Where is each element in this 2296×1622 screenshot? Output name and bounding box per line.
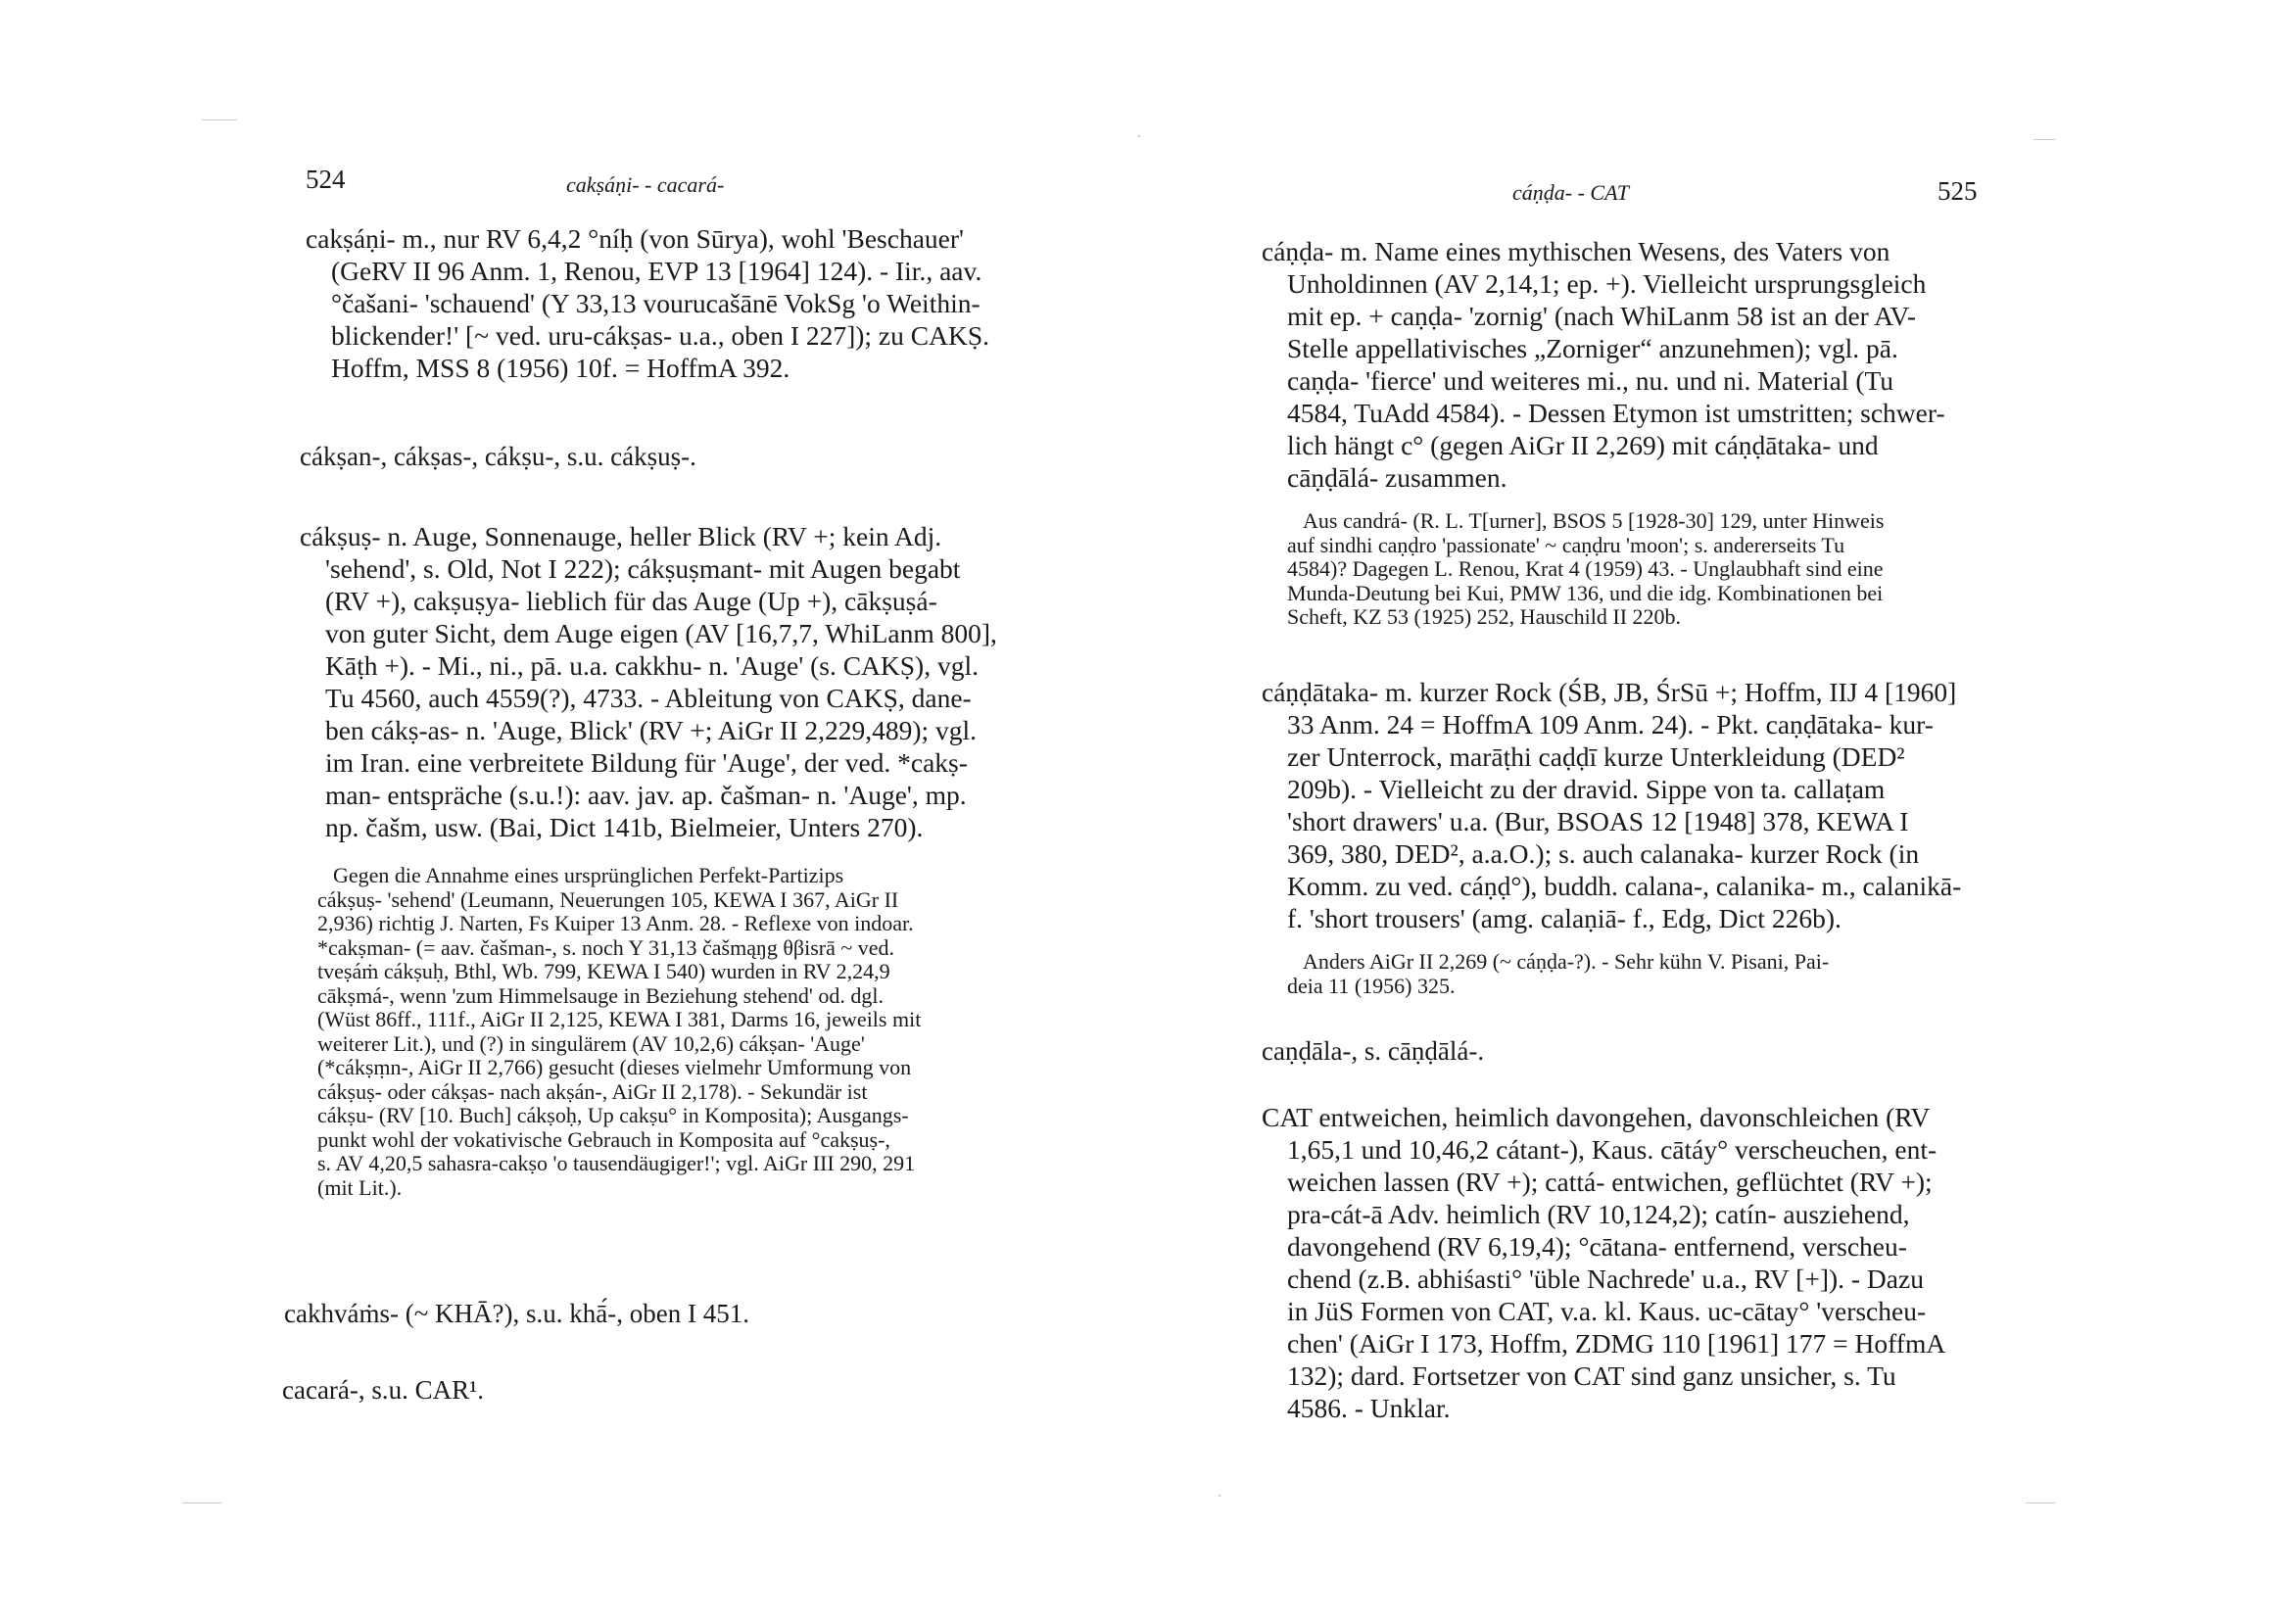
note-line: Gegen die Annahme eines ursprünglichen Perfekt-Partizips bbox=[333, 863, 844, 887]
entry-line: 132); dard. Fortsetzer von CAT sind ganz unsicher, s. Tu bbox=[1287, 1360, 1896, 1391]
note-line: deia 11 (1956) 325. bbox=[1287, 973, 1456, 998]
note-line: Anders AiGr II 2,269 (~ cáṇḍa-?). - Sehr kühn V. Pisani, Pai- bbox=[1303, 949, 1830, 974]
entry-line: pra-cát-ā Adv. heimlich (RV 10,124,2); catín- ausziehend, bbox=[1287, 1199, 1910, 1229]
note-canda bbox=[1287, 509, 1884, 630]
entry-line: Komm. zu ved. cáṇḍ°), buddh. calana-, calanika- m., calanikā- bbox=[1287, 871, 1962, 901]
entry-canda bbox=[1262, 235, 1945, 494]
running-head: cakṣáṇi- - cacará- bbox=[566, 172, 725, 197]
note-cakshus bbox=[317, 864, 921, 1200]
entry-cat bbox=[1262, 1101, 1945, 1424]
entry-line: cakṣáṇi- m., nur RV 6,4,2 °níḥ (von Sūrya), wohl 'Beschauer' bbox=[306, 223, 964, 254]
note-candataka bbox=[1287, 950, 1829, 998]
entry-line: 'sehend', s. Old, Not I 222); cákṣuṣmant- mit Augen begabt bbox=[325, 553, 961, 584]
note-line: s. AV 4,20,5 sahasra-cakṣo 'o tausendäugiger!'; vgl. AiGr III 290, 291 bbox=[317, 1151, 916, 1175]
entry-line: 1,65,1 und 10,46,2 cátant-), Kaus. cātáy° verscheuchen, ent- bbox=[1287, 1134, 1937, 1165]
note-line: auf sindhi caṇḍro 'passionate' ~ caṇḍru 'moon'; s. andererseits Tu bbox=[1287, 532, 1845, 557]
entry-line: (GeRV II 96 Anm. 1, Renou, EVP 13 [1964] 124). - Iir., aav. bbox=[331, 256, 982, 286]
entry-line: chend (z.B. abhiśasti° 'üble Nachrede' u.a., RV [+]). - Dazu bbox=[1287, 1264, 1924, 1294]
note-line: (*cákṣṃn-, AiGr II 2,766) gesucht (dieses vielmehr Umformung von bbox=[317, 1055, 912, 1079]
entry-line: (RV +), cakṣuṣya- lieblich für das Auge (Up +), cākṣuṣá- bbox=[325, 586, 937, 616]
entry-candala: caṇḍāla-, s. cāṇḍālá-. bbox=[1262, 1036, 1485, 1066]
note-line: punkt wohl der vokativische Gebrauch in Komposita auf °cakṣuṣ-, bbox=[317, 1126, 890, 1152]
entry-line: in JüS Formen von CAT, v.a. kl. Kaus. uc-cātay° 'verscheu- bbox=[1287, 1296, 1927, 1326]
entry-line: np. čašm, usw. (Bai, Dict 141b, Bielmeier, Unters 270). bbox=[325, 812, 924, 842]
note-line: Scheft, KZ 53 (1925) 252, Hauschild II 220b. bbox=[1287, 604, 1682, 629]
entry-line: cāṇḍālá- zusammen. bbox=[1287, 462, 1507, 493]
entry-line: caṇḍa- 'fierce' und weiteres mi., nu. und ni. Material (Tu bbox=[1287, 365, 1894, 396]
note-line: 2,936) richtig J. Narten, Fs Kuiper 13 Anm. 28. - Reflexe von indoar. bbox=[317, 911, 914, 935]
entry-line: ben cákṣ-as- n. 'Auge, Blick' (RV +; AiGr II 2,229,489); vgl. bbox=[325, 715, 978, 745]
note-line: tveṣáṁ cákṣuḥ, Bthl, Wb. 799, KEWA I 540) wurden in RV 2,24,9 bbox=[317, 959, 890, 983]
note-line: 4584)? Dagegen L. Renou, Krat 4 (1959) 43. - Unglaubhaft sind eine bbox=[1287, 556, 1884, 581]
note-line: cákṣuṣ- 'sehend' (Leumann, Neuerungen 105, KEWA I 367, AiGr II bbox=[317, 886, 899, 912]
entry-cacara: cacará-, s.u. CAR¹. bbox=[282, 1375, 485, 1405]
entry-line: cáṇḍa- m. Name eines mythischen Wesens, des Vaters von bbox=[1262, 236, 1890, 266]
entry-line: weichen lassen (RV +); cattá- entwichen, geflüchtet (RV +); bbox=[1287, 1167, 1933, 1197]
entry-line: zer Unterrock, marāṭhi caḍḍī kurze Unterkleidung (DED² bbox=[1287, 741, 1905, 772]
entry-cakshani bbox=[306, 222, 989, 384]
entry-line: CAT entweichen, heimlich davongehen, davonschleichen (RV bbox=[1262, 1102, 1931, 1132]
note-line: cákṣu- (RV [10. Buch] cákṣoḥ, Up cakṣu° in Komposita); Ausgangs- bbox=[317, 1103, 909, 1127]
entry-line: mit ep. + caṇḍa- 'zornig' (nach WhiLanm 58 ist an der AV- bbox=[1287, 301, 1916, 331]
note-line: cākṣmá-, wenn 'zum Himmelsauge in Beziehung stehend' od. dgl. bbox=[317, 982, 884, 1008]
note-line: (Wüst 86ff., 111f., AiGr II 2,125, KEWA I 381, Darms 16, jeweils mit bbox=[317, 1007, 922, 1031]
entry-caksan: cákṣan-, cákṣas-, cákṣu-, s.u. cákṣuṣ-. bbox=[300, 442, 696, 471]
entry-line: davongehend (RV 6,19,4); °cātana- entfernend, verscheu- bbox=[1287, 1231, 1907, 1262]
note-line: (mit Lit.). bbox=[317, 1174, 403, 1200]
entry-line: man- entspräche (s.u.!): aav. jav. ap. čašman- n. 'Auge', mp. bbox=[325, 780, 967, 810]
page-number: 524 bbox=[306, 165, 346, 194]
entry-line: von guter Sicht, dem Auge eigen (AV [16,7,7, WhiLanm 800], bbox=[325, 618, 997, 648]
running-head: cáṇḍa- - CAT bbox=[1512, 180, 1629, 205]
entry-line: 'short drawers' u.a. (Bur, BSOAS 12 [1948] 378, KEWA I bbox=[1287, 806, 1909, 836]
entry-line: 369, 380, DED², a.a.O.); s. auch calanaka- kurzer Rock (in bbox=[1287, 838, 1920, 869]
right-page bbox=[1148, 0, 2296, 1622]
entry-line: 209b). - Vielleicht zu der dravid. Sippe von ta. callaṭam bbox=[1287, 774, 1886, 804]
entry-line: °čašani- 'schauend' (Y 33,13 vourucašānē VokSg 'o Weithin- bbox=[331, 288, 981, 318]
entry-line: blickender!' [~ ved. uru-cákṣas- u.a., oben I 227]); zu CAKṢ. bbox=[331, 320, 989, 351]
note-line: Munda-Deutung bei Kui, PMW 136, und die idg. Kombinationen bei bbox=[1287, 580, 1884, 605]
entry-line: 33 Anm. 24 = HoffmA 109 Anm. 24). - Pkt. caṇḍātaka- kur- bbox=[1287, 709, 1934, 739]
entry-line: 4584, TuAdd 4584). - Dessen Etymon ist umstritten; schwer- bbox=[1287, 398, 1945, 428]
note-line: cákṣuṣ- oder cákṣas- nach akṣán-, AiGr II 2,178). - Sekundär ist bbox=[317, 1078, 868, 1104]
entry-line: Unholdinnen (AV 2,14,1; ep. +). Vielleicht ursprungsgleich bbox=[1287, 268, 1927, 299]
entry-line: Kāṭh +). - Mi., ni., pā. u.a. cakkhu- n. 'Auge' (s. CAKṢ), vgl. bbox=[325, 650, 979, 681]
entry-line: Tu 4560, auch 4559(?), 4733. - Ableitung von CAKṢ, dane- bbox=[325, 683, 972, 713]
note-line: Aus candrá- (R. L. T[urner], BSOS 5 [1928-30] 129, unter Hinweis bbox=[1303, 508, 1885, 533]
entry-line: 4586. - Unklar. bbox=[1287, 1393, 1451, 1423]
entry-line: f. 'short trousers' (amg. calaṇiā- f., Edg, Dict 226b). bbox=[1287, 903, 1842, 933]
entry-line: cáṇḍātaka- m. kurzer Rock (ŚB, JB, ŚrSū +; Hoffm, IIJ 4 [1960] bbox=[1262, 677, 1957, 707]
entry-line: Hoffm, MSS 8 (1956) 10f. = HoffmA 392. bbox=[331, 353, 790, 383]
entry-line: cákṣuṣ- n. Auge, Sonnenauge, heller Blick (RV +; kein Adj. bbox=[300, 521, 942, 551]
entry-cakhvams: cakhváṁs- (~ KHĀ?), s.u. khā́-, oben I 451. bbox=[284, 1299, 749, 1328]
note-line: weiterer Lit.), und (?) in singulärem (AV 10,2,6) cákṣan- 'Auge' bbox=[317, 1030, 865, 1056]
page-number: 525 bbox=[1937, 176, 1978, 206]
entry-line: im Iran. eine verbreitete Bildung für 'Auge', der ved. *cakṣ- bbox=[325, 747, 968, 778]
entry-candataka bbox=[1262, 676, 1961, 934]
entry-line: Stelle appellativisches „Zorniger“ anzunehmen); vgl. pā. bbox=[1287, 333, 1898, 363]
entry-line: lich hängt c° (gegen AiGr II 2,269) mit cáṇḍātaka- und bbox=[1287, 430, 1879, 460]
entry-cakshus bbox=[300, 520, 997, 843]
note-line: *cakṣman- (= aav. čašman-, s. noch Y 31,13 čašmąŋg θβisrā ~ ved. bbox=[317, 934, 895, 960]
entry-line: chen' (AiGr I 173, Hoffm, ZDMG 110 [1961] 177 = HoffmA bbox=[1287, 1328, 1946, 1359]
